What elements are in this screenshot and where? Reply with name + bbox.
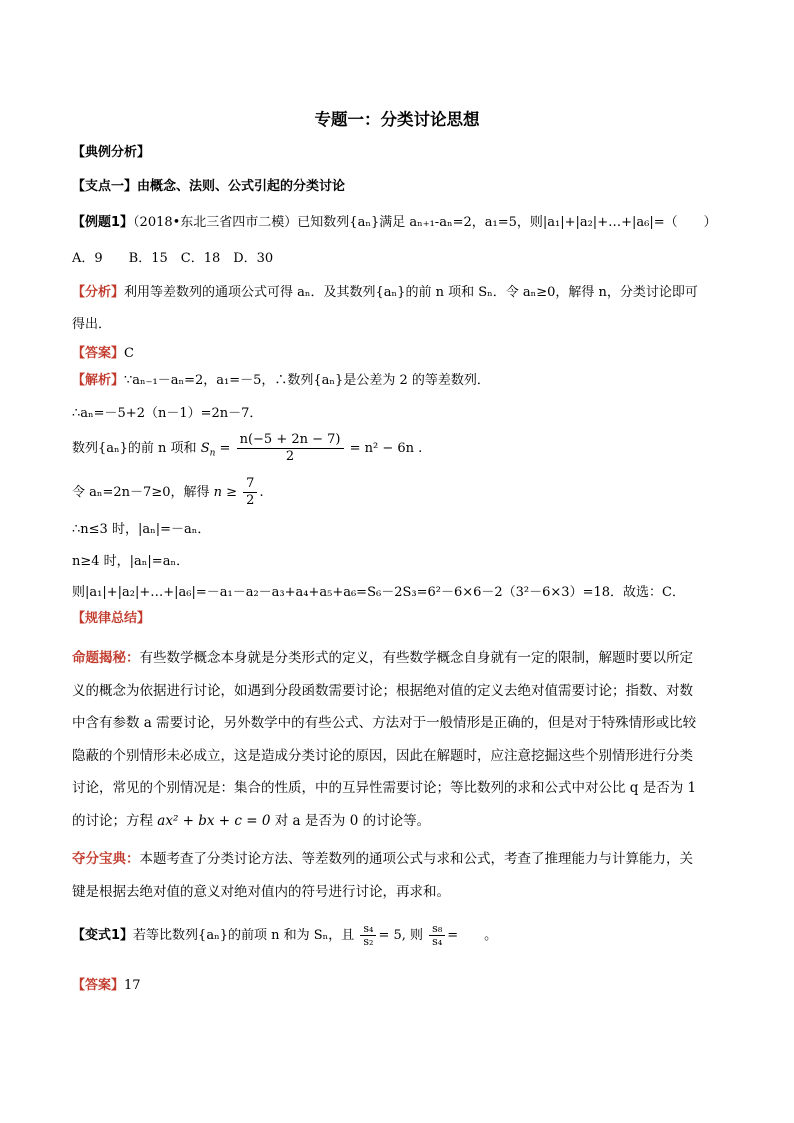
solution-line3-text: 数列{aₙ}的前 n 项和	[72, 441, 197, 456]
quadratic-equation: ax² + bx + c = 0	[157, 812, 271, 829]
solution-tag: 【解析】	[72, 373, 125, 388]
reveal-text-1: 有些数学概念本身就是分类形式的定义，有些数学概念自身就有一定的限制，解题时要以所定	[139, 650, 693, 666]
answer-tag: 【答案】	[72, 346, 125, 361]
example-options: A．9 B．15 C．18 D．30	[72, 251, 274, 266]
variant-text: 若等比数列{aₙ}的前项 n 和为 Sₙ，且	[133, 928, 355, 943]
sum-rhs: = n² − 6n .	[349, 441, 423, 456]
example-tag: 【例题1】	[72, 215, 134, 230]
point-heading	[72, 177, 345, 197]
example-text: （2018•东北三省四市二模）已知数列{aₙ}满足 aₙ₊₁-aₙ=2，a₁=5，则|a₁|+|a₂|+…+|a₆|=（ ）	[133, 215, 717, 230]
point-text: 由概念、法则、公式引起的分类讨论	[137, 179, 346, 194]
analysis-text: 利用等差数列的通项公式可得 aₙ．及其数列{aₙ}的前 n 项和 Sₙ．令 aₙ≥0，解得 n，分类讨论即可	[124, 285, 698, 300]
ratio2-num: s₈	[429, 923, 445, 936]
seven-halves-fraction	[243, 476, 257, 509]
solution-line4-end: .	[259, 485, 264, 500]
solution-line3: 数列{aₙ}的前 n 项和 $S_n$ = $\frac{n(-5 + 2n - 7)}{2}$ = n² − 6n .	[72, 432, 423, 464]
analysis-line2: 得出．	[72, 317, 112, 332]
solution-text1: ∵aₙ₋₁－aₙ=2，a₁=－5，∴数列{aₙ}是公差为 2 的等差数列．	[124, 373, 490, 388]
reveal-line-5: 讨论，常见的个别情况是：集合的性质，中的互异性需要讨论；等比数列的求和公式中对公比 q 是否为 1	[72, 780, 697, 796]
page-title: 专题一：分类讨论思想	[314, 110, 480, 129]
analysis-tag: 【分析】	[72, 285, 125, 300]
example-line	[72, 213, 717, 233]
variant-line	[72, 918, 497, 954]
ratio-fraction-1	[360, 923, 376, 948]
seven-halves-den: 2	[246, 493, 255, 508]
sum-fraction-den: 2	[285, 449, 295, 464]
solution-line5: ∴n≤3 时，|aₙ|=－aₙ．	[72, 522, 211, 537]
reveal-line-2: 义的概念为依据进行讨论，如遇到分段函数需要讨论；根据绝对值的定义去绝对值需要讨论；指数、对数	[72, 682, 693, 699]
treasure-paragraph	[72, 843, 722, 908]
treasure-line-2: 键是根据去绝对值的意义对绝对值内的符号进行讨论，再求和。	[72, 883, 450, 900]
point-tag: 【支点一】	[72, 179, 138, 194]
answer-line	[72, 344, 134, 364]
reveal-tag: 命题揭秘：	[72, 650, 140, 666]
reveal-paragraph	[72, 642, 722, 837]
solution-line2: ∴aₙ=－5+2（n－1）=2n－7．	[72, 406, 263, 421]
solution-line4-text: 令 aₙ=2n－7≥0，解得	[72, 485, 210, 500]
ratio1-den: s₂	[363, 935, 374, 948]
section-heading: 【典例分析】	[72, 145, 151, 160]
inequality-var: n ≥	[213, 485, 238, 500]
answer2-tag: 【答案】	[72, 978, 125, 993]
sum-fraction-num: n(−5 + 2n − 7)	[237, 432, 344, 449]
solution-line6: n≥4 时，|aₙ|=aₙ．	[72, 554, 190, 569]
sum-subscript: n	[209, 448, 216, 459]
solution-line4	[72, 476, 264, 509]
ratio1-num: s₄	[360, 923, 376, 936]
reveal-last-a: 的讨论；方程	[72, 812, 153, 829]
variant-tag: 【变式1】	[72, 928, 134, 943]
treasure-text-1: 本题考查了分类讨论方法、等差数列的通项公式与求和公式，考查了推理能力与计算能力，关	[139, 851, 693, 867]
treasure-line-1	[72, 843, 722, 876]
solution-line7: 则|a₁|+|a₂|+…+|a₆|=－a₁－a₂－a₃+a₄+a₅+a₆=S₆－2S₃=6²－6×6－2（3²－6×3）=18．故选：C．	[72, 585, 685, 600]
ratio2-den: s₄	[432, 935, 443, 948]
reveal-last-b: 对 a 是否为 0 的讨论等。	[274, 812, 431, 829]
variant-mid: = 5, 则	[378, 928, 424, 943]
seven-halves-num: 7	[243, 476, 257, 493]
reveal-line-1	[72, 642, 722, 675]
answer-value: C	[124, 346, 134, 361]
summary-heading: 【规律总结】	[72, 611, 151, 626]
sum-fraction	[237, 432, 344, 465]
reveal-line-3: 中含有参数 a 需要讨论，另外数学中的有些公式、方法对于一般情形是正确的，但是对于特殊情形或比较	[72, 715, 697, 731]
ratio-fraction-2	[429, 923, 445, 948]
answer2-line	[72, 976, 141, 996]
reveal-line-4: 隐蔽的个别情形未必成立，这是造成分类讨论的原因，因此在解题时，应注意挖掘这些个别情形进行分类	[72, 747, 693, 764]
treasure-tag: 夺分宝典：	[72, 851, 140, 867]
variant-end: = 。	[447, 928, 498, 943]
sum-symbol: S	[200, 441, 210, 456]
reveal-line-6	[72, 805, 722, 838]
answer2-value: 17	[124, 978, 141, 993]
solution-line1	[72, 371, 490, 391]
analysis-line1	[72, 283, 698, 303]
